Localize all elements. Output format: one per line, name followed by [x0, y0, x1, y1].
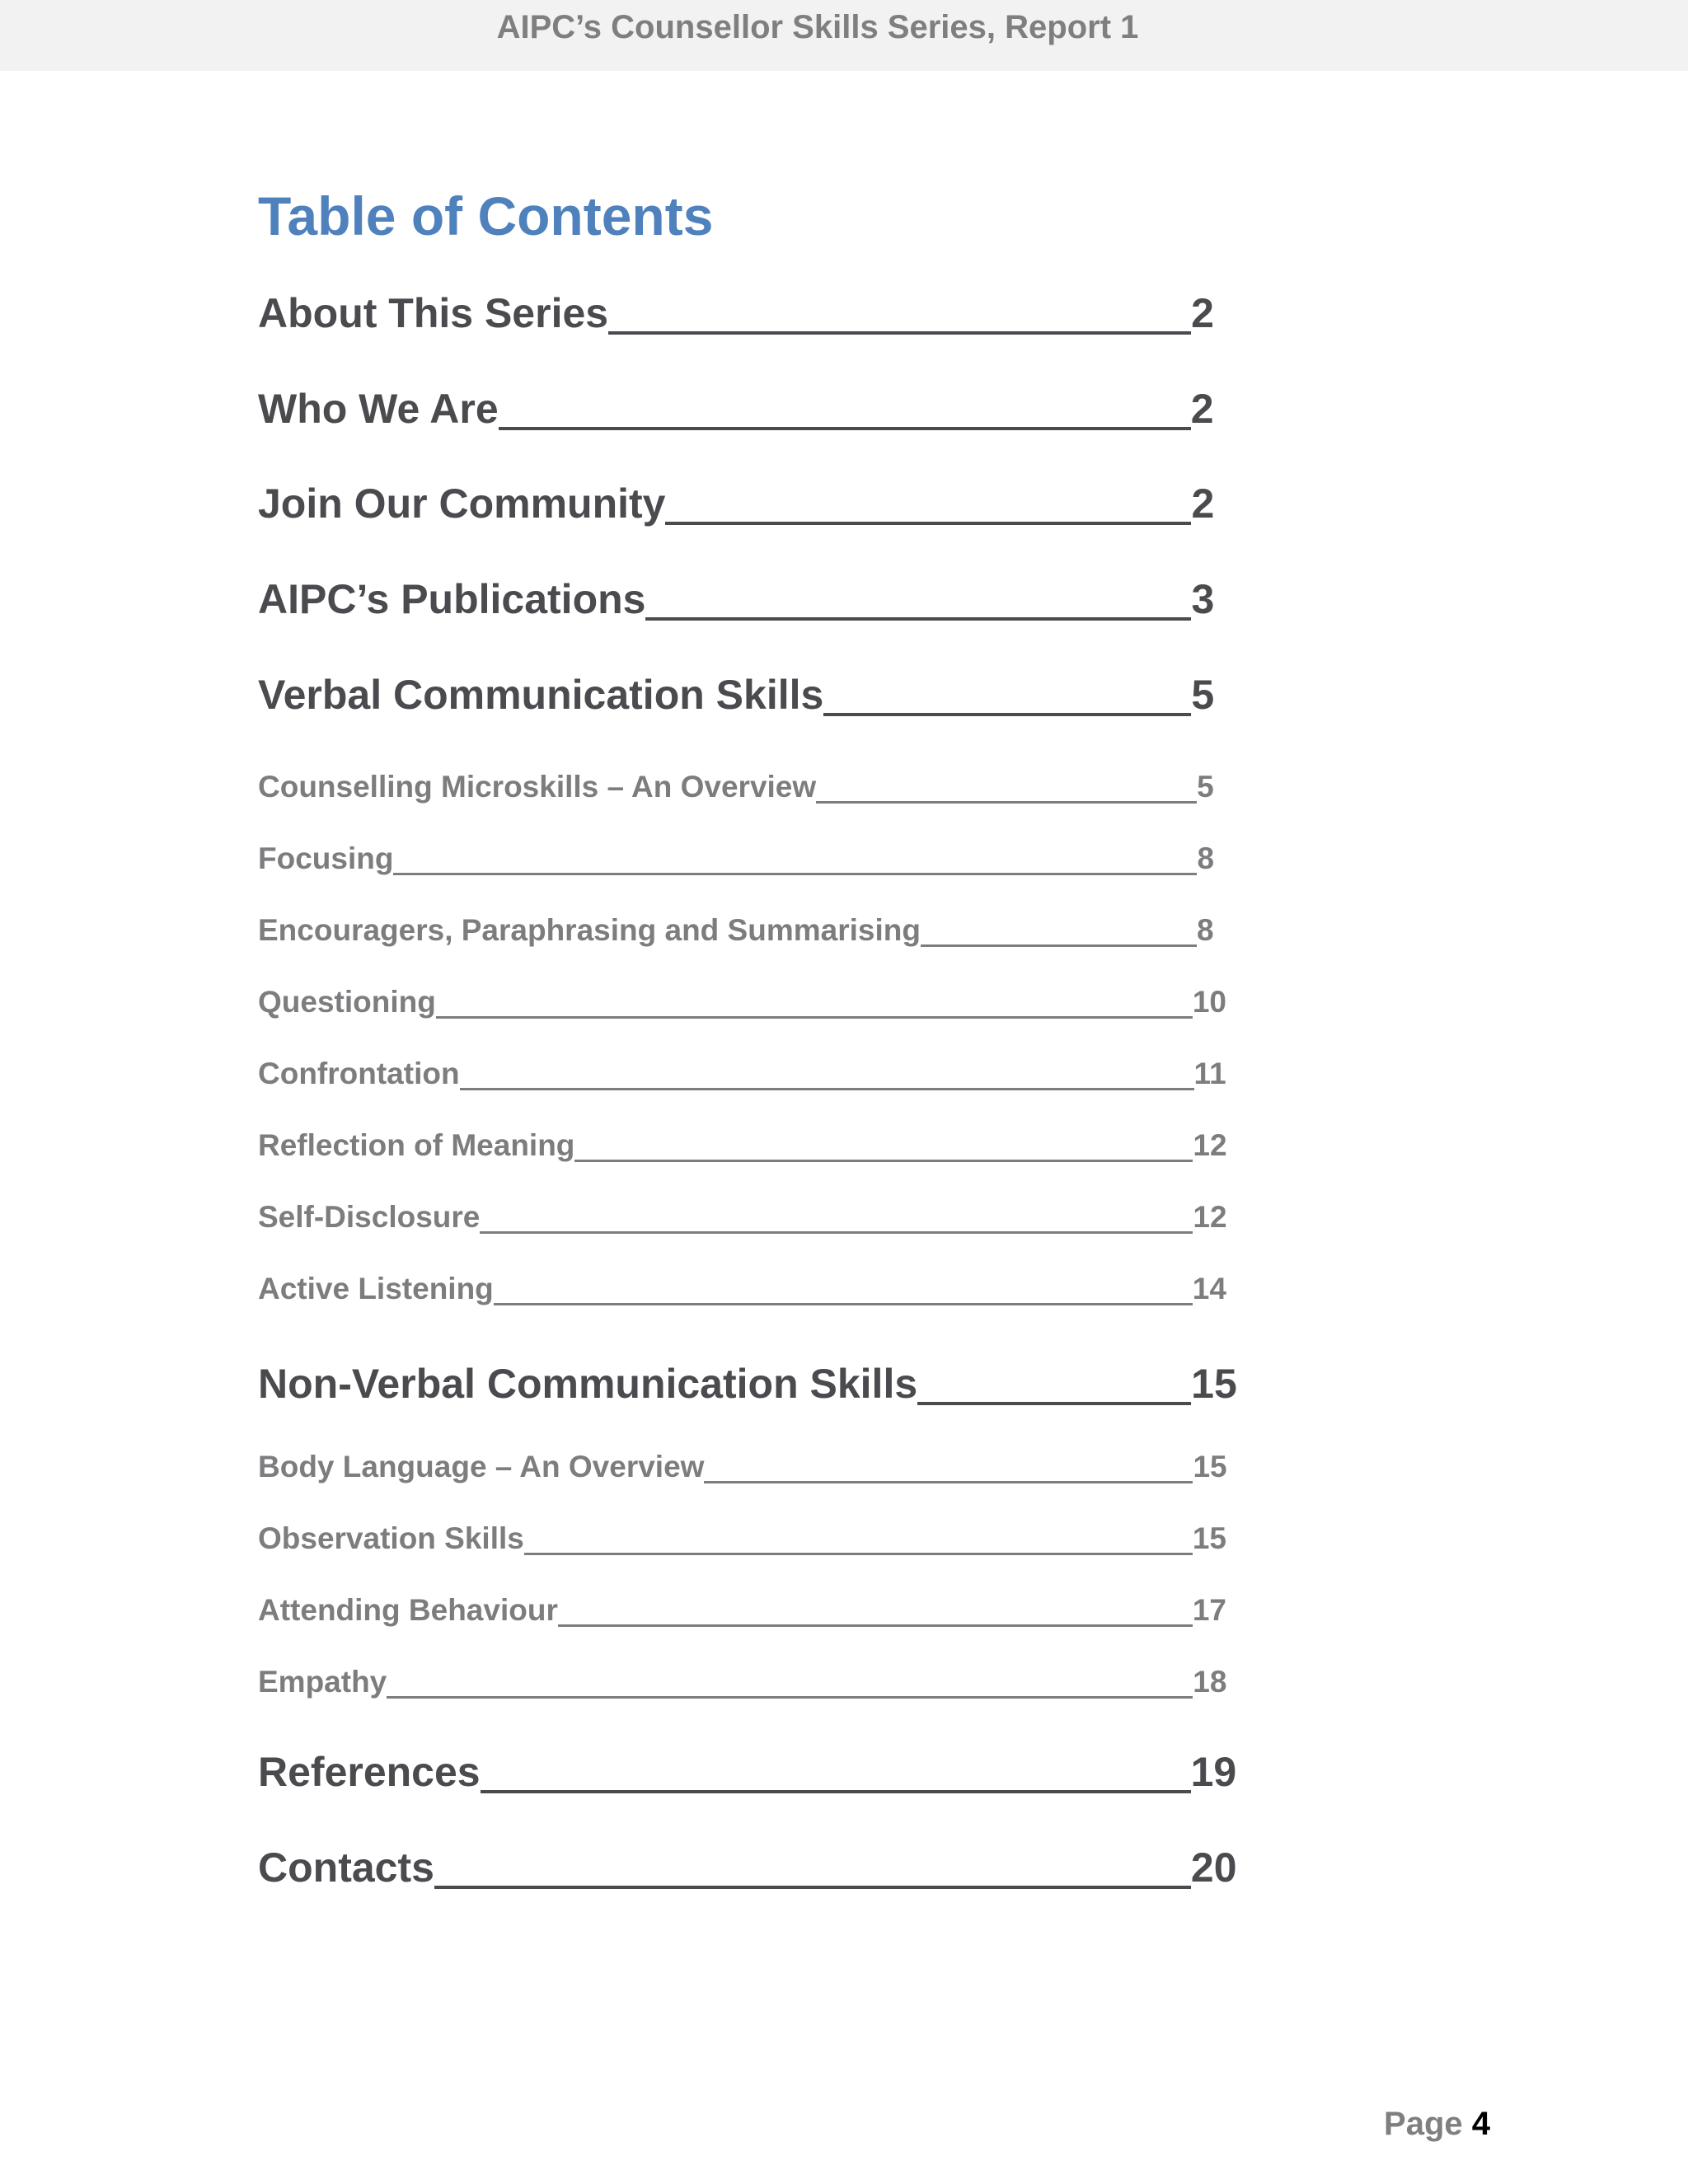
- toc-entry-page: 2: [1191, 290, 1214, 336]
- toc-entry-page: 8: [1197, 841, 1215, 875]
- toc-entry-label: Join Our Community: [258, 480, 666, 527]
- toc-leader-line: [608, 331, 1191, 335]
- toc-heading: Table of Contents: [258, 185, 714, 246]
- toc-entry-page: 20: [1190, 1844, 1237, 1891]
- toc-entry-page: 15: [1191, 1361, 1237, 1407]
- toc-entry-label: Verbal Communication Skills: [258, 672, 824, 718]
- toc-entry-label: Non-Verbal Communication Skills: [258, 1361, 918, 1407]
- toc-entry-label: Reflection of Meaning: [258, 1128, 575, 1162]
- toc-entry-attending-behaviour[interactable]: [258, 1591, 1226, 1629]
- toc-leader-line: [460, 1088, 1194, 1090]
- running-header: [0, 0, 1688, 71]
- toc-entry-page: 17: [1192, 1593, 1226, 1627]
- toc-entry-non-verbal-communication-skills[interactable]: [258, 1359, 1237, 1408]
- toc-leader-line: [524, 1553, 1193, 1555]
- toc-entry-page: 10: [1192, 985, 1226, 1019]
- toc-entry-who-we-are[interactable]: [258, 384, 1214, 434]
- toc-entry-questioning[interactable]: [258, 983, 1226, 1021]
- toc-entry-references[interactable]: [258, 1747, 1237, 1797]
- toc-entry-label: Self-Disclosure: [258, 1200, 481, 1234]
- toc-entry-page: 8: [1196, 913, 1214, 947]
- toc-leader-line: [387, 1696, 1193, 1699]
- toc-leader-line: [645, 617, 1191, 621]
- toc-entry-page: 14: [1192, 1272, 1226, 1305]
- toc-leader-line: [499, 427, 1191, 430]
- toc-entry-active-listening[interactable]: [258, 1270, 1226, 1308]
- toc-entry-page: 12: [1193, 1200, 1227, 1234]
- toc-entry-about-this-series[interactable]: [258, 288, 1214, 338]
- toc-leader-line: [816, 801, 1197, 804]
- toc-entry-label: Active Listening: [258, 1272, 494, 1305]
- toc-leader-line: [481, 1790, 1191, 1793]
- toc-entry-page: 2: [1191, 480, 1215, 527]
- page-number-value: 4: [1471, 2106, 1490, 2142]
- toc-entry-page: 15: [1192, 1521, 1227, 1555]
- toc-entry-label: Who We Are: [258, 386, 499, 432]
- toc-leader-line: [480, 1231, 1193, 1234]
- toc-entry-aipc-publications[interactable]: [258, 574, 1214, 624]
- toc-leader-line: [665, 522, 1191, 525]
- toc-leader-line: [436, 1016, 1193, 1019]
- toc-entry-label: AIPC’s Publications: [258, 576, 646, 622]
- toc-entry-label: Encouragers, Paraphrasing and Summarising: [258, 913, 921, 947]
- toc-entry-label: Counselling Microskills – An Overview: [258, 770, 817, 804]
- toc-entry-label: About This Series: [258, 290, 609, 336]
- toc-entry-verbal-communication-skills[interactable]: [258, 670, 1214, 719]
- toc-entry-label: References: [258, 1749, 481, 1795]
- toc-entry-contacts[interactable]: [258, 1843, 1237, 1892]
- toc-entry-join-our-community[interactable]: [258, 479, 1214, 528]
- toc-entry-page: 12: [1193, 1128, 1227, 1162]
- toc-leader-line: [574, 1160, 1193, 1162]
- page-number-label: Page: [1384, 2106, 1463, 2142]
- toc-entry-page: 19: [1190, 1749, 1237, 1795]
- toc-entry-label: Observation Skills: [258, 1521, 524, 1555]
- toc-entry-confrontation[interactable]: [258, 1055, 1226, 1093]
- page-number: [1384, 2103, 1490, 2144]
- toc-entry-page: 11: [1193, 1057, 1226, 1090]
- toc-leader-line: [921, 944, 1197, 947]
- toc-entry-observation-skills[interactable]: [258, 1520, 1226, 1558]
- toc-entry-focusing[interactable]: [258, 840, 1214, 878]
- toc-entry-counselling-microskills[interactable]: [258, 768, 1214, 806]
- toc-entry-label: Confrontation: [258, 1057, 460, 1090]
- toc-entry-label: Contacts: [258, 1844, 434, 1891]
- toc-entry-encouragers[interactable]: [258, 912, 1214, 949]
- toc-entry-reflection-of-meaning[interactable]: [258, 1127, 1226, 1165]
- toc-entry-label: Empathy: [258, 1665, 387, 1699]
- toc-entry-empathy[interactable]: [258, 1663, 1226, 1701]
- toc-entry-label: Questioning: [258, 985, 436, 1019]
- toc-entry-self-disclosure[interactable]: [258, 1198, 1226, 1236]
- toc-entry-page: 5: [1191, 672, 1215, 718]
- toc-leader-line: [494, 1303, 1193, 1305]
- toc-entry-page: 18: [1193, 1665, 1227, 1699]
- toc-entry-label: Focusing: [258, 841, 394, 875]
- toc-leader-line: [558, 1624, 1193, 1627]
- toc-entry-page: 5: [1197, 770, 1214, 804]
- running-header-title: AIPC’s Counsellor Skills Series, Report 1: [496, 9, 1139, 45]
- toc-leader-line: [917, 1402, 1191, 1405]
- toc-entry-label: Attending Behaviour: [258, 1593, 558, 1627]
- toc-leader-line: [823, 713, 1191, 716]
- toc-entry-page: 15: [1193, 1450, 1227, 1483]
- toc-leader-line: [434, 1886, 1191, 1889]
- toc-entry-body-language[interactable]: [258, 1448, 1226, 1486]
- toc-leader-line: [393, 873, 1197, 875]
- toc-leader-line: [704, 1481, 1193, 1483]
- toc-entry-page: 3: [1191, 576, 1215, 622]
- toc-entry-page: 2: [1190, 386, 1214, 432]
- toc-entry-label: Body Language – An Overview: [258, 1450, 705, 1483]
